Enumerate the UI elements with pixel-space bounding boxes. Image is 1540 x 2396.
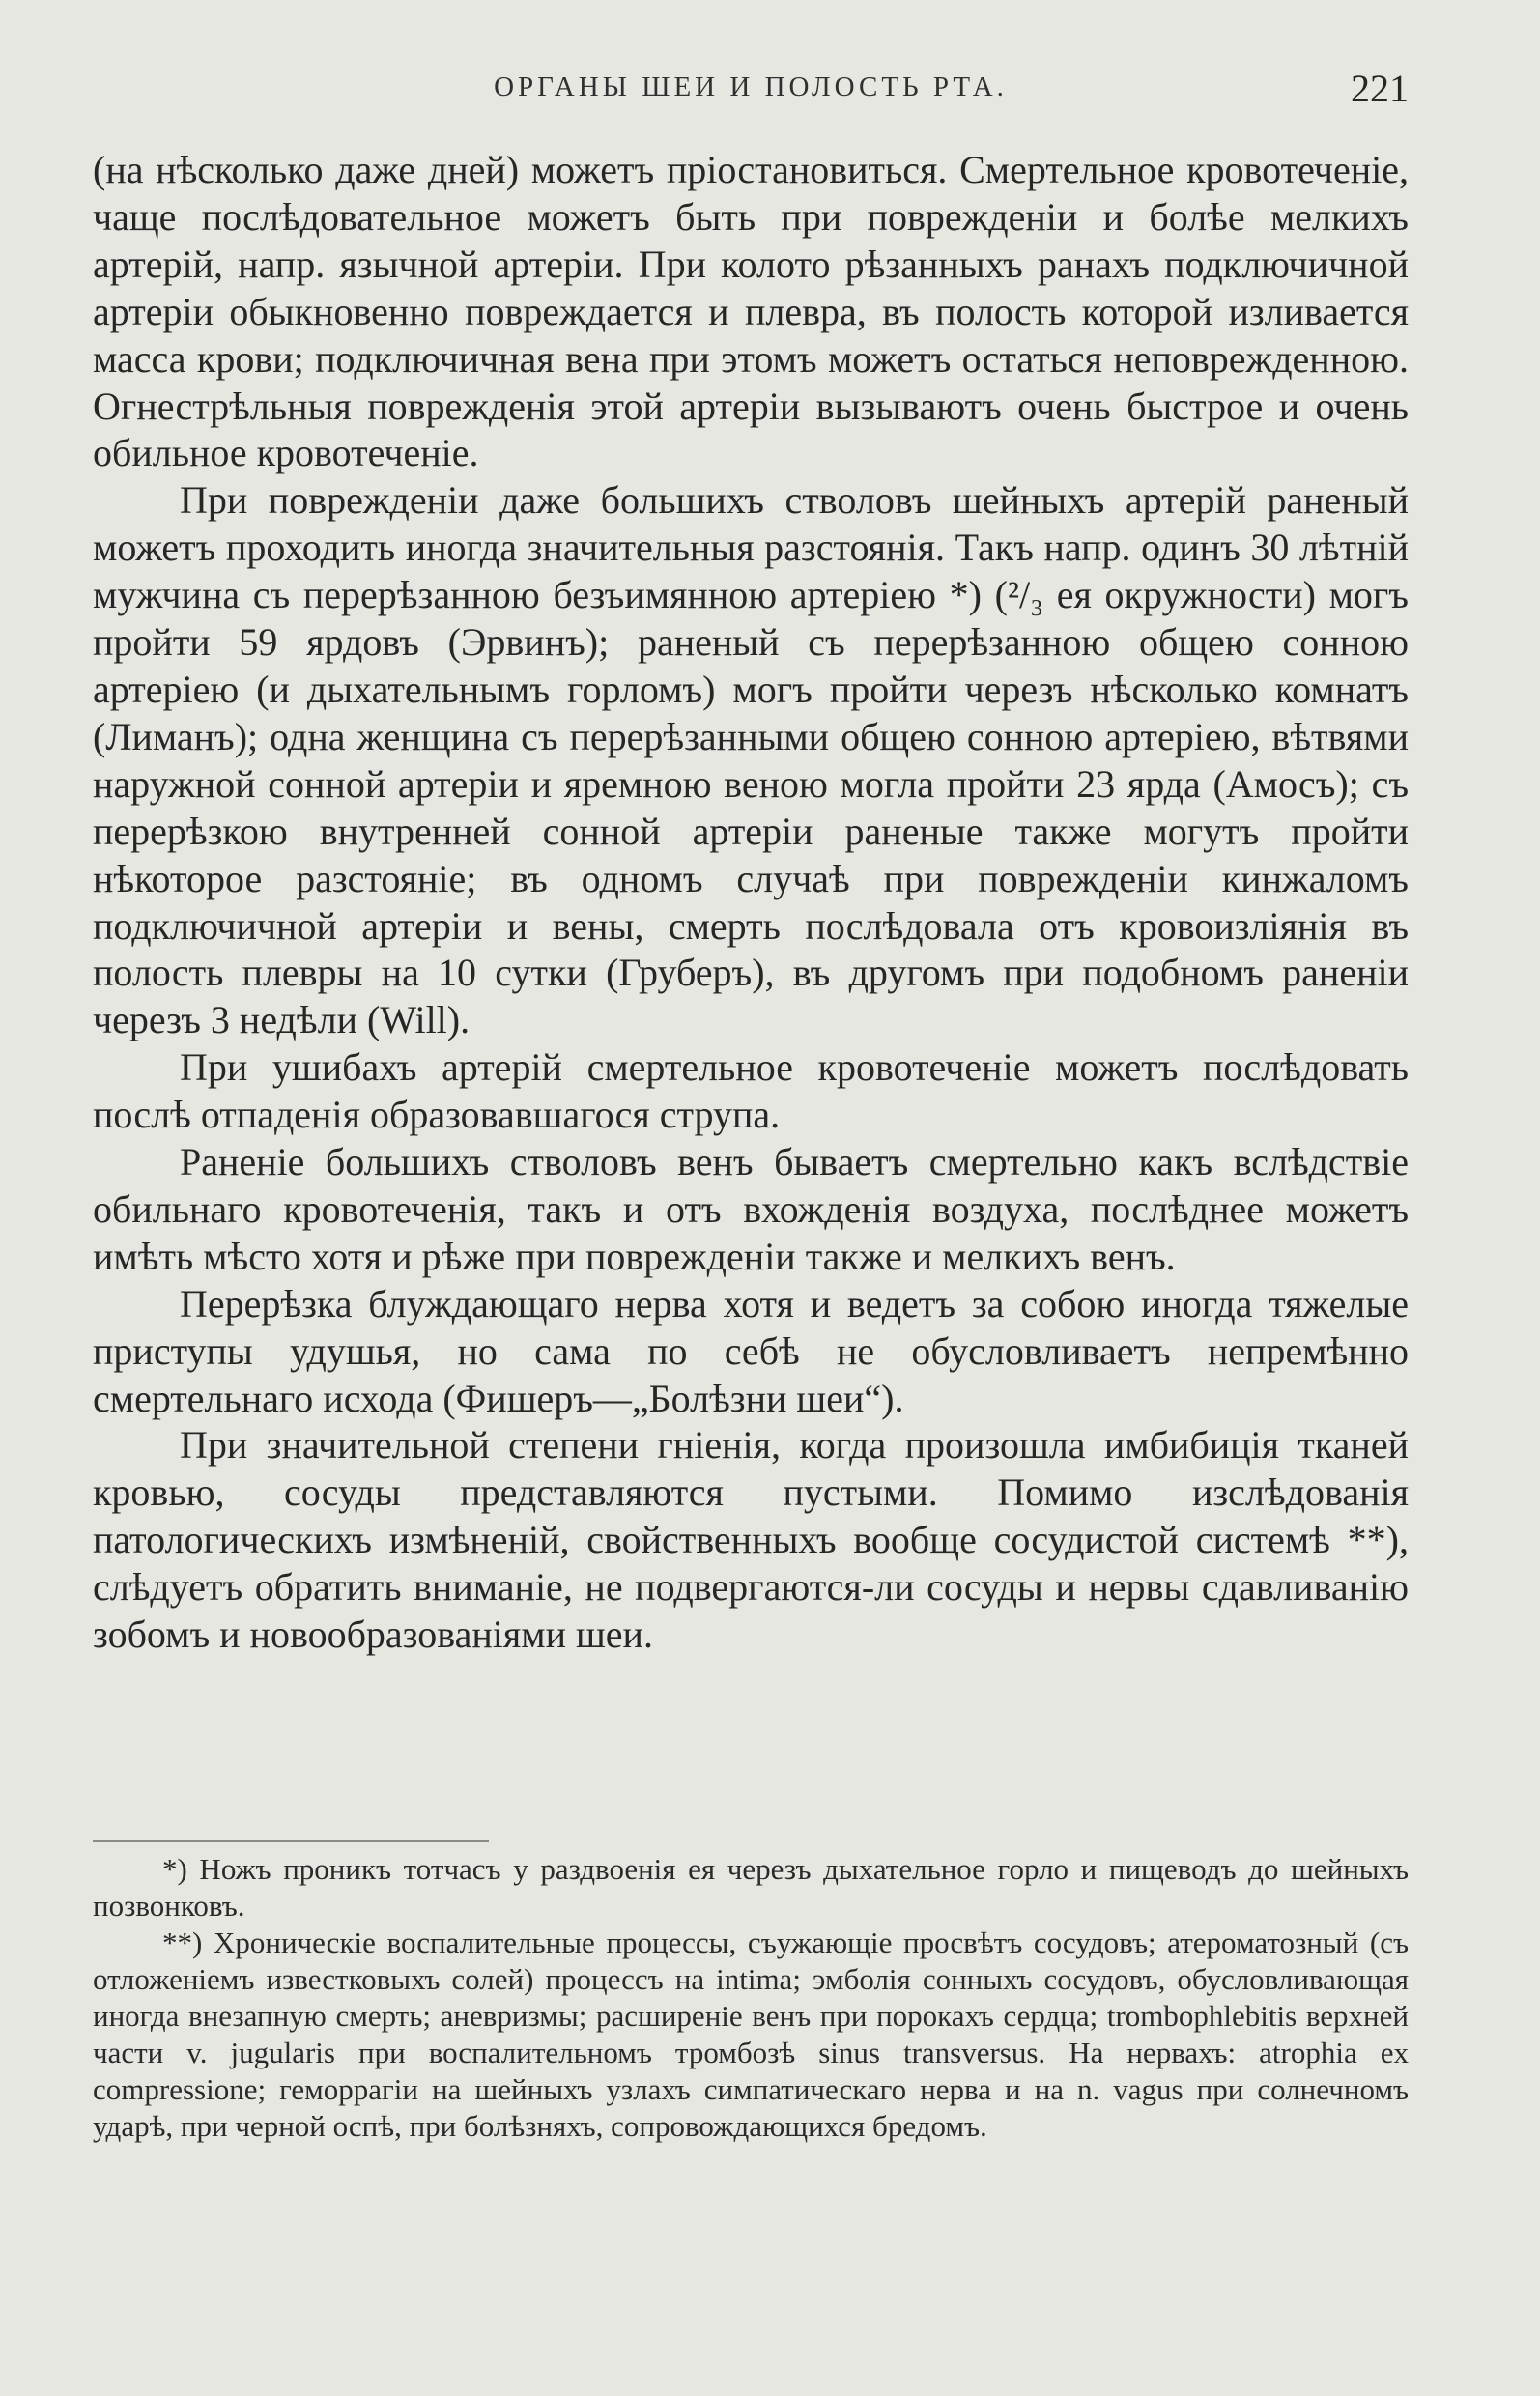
running-header xyxy=(93,68,1409,122)
footnote: *) Ножъ проникъ тотчасъ у раздвоенія ея черезъ дыхательное горло и пищеводъ до шейныхъ позвонковъ. xyxy=(93,1852,1409,1923)
main-text xyxy=(93,147,1409,1659)
paragraph: При ушибахъ артерій смертельное кровотеченіе можетъ послѣдовать послѣ отпаденія образовавшагося струпа. xyxy=(93,1045,1409,1137)
running-title: ОРГАНЫ ШЕИ И ПОЛОСТЬ РТА. xyxy=(494,71,1008,102)
paragraph: Перерѣзка блуждающаго нерва хотя и ведетъ за собою иногда тяжелые приступы удушья, но сама по себѣ не обусловливаетъ непремѣнно смертельнаго исхода (Фишеръ—„Болѣзни шеи“). xyxy=(93,1281,1409,1420)
paragraph: При значительной степени гніенія, когда произошла имбибиція тканей кровью, сосуды представляются пустыми. Помимо изслѣдованія патологическихъ измѣненій, свойственныхъ вообще сосудистой системѣ **), слѣдуетъ обратить вниманіе, не подвергаются-ли сосуды и нервы сдавливанію зобомъ и новообразованіями шеи. xyxy=(93,1423,1409,1657)
footnote-divider xyxy=(93,1840,489,1842)
paragraph: Раненіе большихъ стволовъ венъ бываетъ смертельно какъ вслѣдствіе обильнаго кровотеченія, такъ и отъ вхожденія воздуха, послѣднее можетъ имѣть мѣсто хотя и рѣже при поврежденіи также и мелкихъ венъ. xyxy=(93,1140,1409,1278)
footnote: **) Хроническіе воспалительные процессы, съужающіе просвѣтъ сосудовъ; атероматозный (съ отложеніемъ известковыхъ солей) процессъ на intima; эмболія сонныхъ сосудовъ, обусловливающая иногда внезапную смерть; аневризмы; расширеніе венъ при порокахъ сердца; trombophlebitis верхней части v. jugularis при воспалительномъ тромбозѣ sinus transversus. На нервахъ: atrophia ex compressione; геморрагіи на шейныхъ узлахъ симпатическаго нерва и на n. vagus при солнечномъ ударѣ, при черной оспѣ, при болѣзняхъ, сопровождающихся бредомъ. xyxy=(93,1925,1409,2143)
page-number: 221 xyxy=(1351,67,1409,110)
paragraph: (на нѣсколько даже дней) можетъ пріостановиться. Смертельное кровотеченіе, чаще послѣдовательное можетъ быть при поврежденіи и болѣе мелкихъ артерій, напр. язычной артеріи. При колото рѣзанныхъ ранахъ подключичной артеріи обыкновенно повреждается и плевра, въ полость которой изливается масса крови; подключичная вена при этомъ можетъ остаться неповрежденною. Огнестрѣльныя поврежденія этой артеріи вызываютъ очень быстрое и очень обильное кровотеченіе. xyxy=(93,148,1409,475)
paragraph: При поврежденіи даже большихъ стволовъ шейныхъ артерій раненый можетъ проходить иногда значительныя разстоянія. Такъ напр. одинъ 30 лѣтній мужчина съ перерѣзанною безъимянною артеріею *) (²/₃ ея окружности) могъ пройти 59 ярдовъ (Эрвинъ); раненый съ перерѣзанною общею сонною артеріею (и дыхательнымъ горломъ) могъ пройти черезъ нѣсколько комнатъ (Лиманъ); одна женщина съ перерѣзанными общею сонною артеріею, вѣтвями наружной сонной артеріи и яремною веною могла пройти 23 ярда (Амосъ); съ перерѣзкою внутренней сонной артеріи раненые также могутъ пройти нѣкоторое разстояніе; въ одномъ случаѣ при поврежденіи кинжаломъ подключичной артеріи и вены, смерть послѣдовала отъ кровоизліянія въ полость плевры на 10 сутки (Груберъ), въ другомъ при подобномъ раненіи черезъ 3 недѣли (Will). xyxy=(93,478,1409,1042)
footnotes xyxy=(93,1851,1409,2145)
